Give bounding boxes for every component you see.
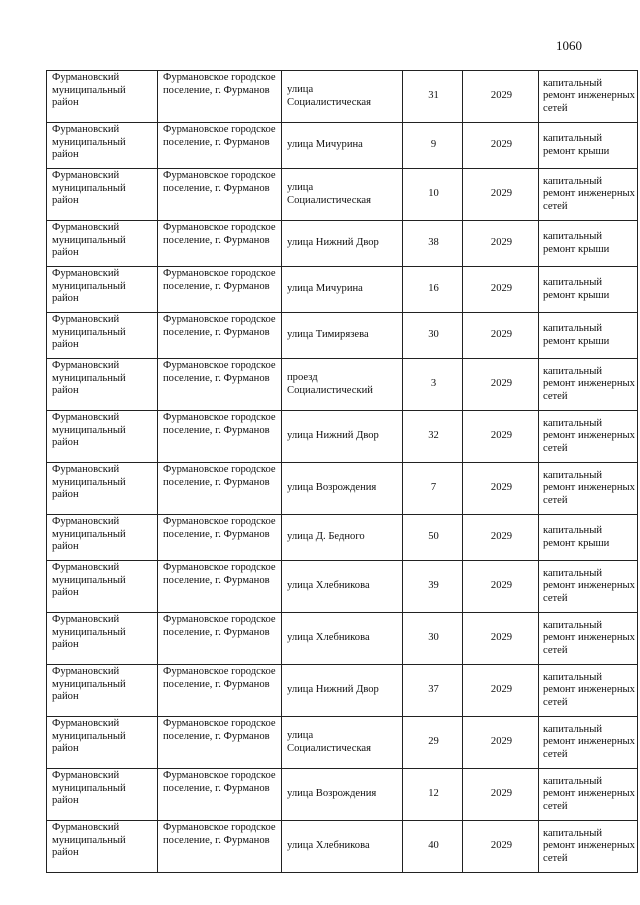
district-cell: Фурмановский муниципальный район (47, 717, 158, 769)
street-cell: улица Хлебникова (282, 561, 403, 613)
settlement-cell: Фурмановское городское поселение, г. Фурманов (158, 313, 282, 359)
street-cell: улица Социалистическая (282, 169, 403, 221)
street-cell: улица Хлебникова (282, 821, 403, 873)
house-number-cell: 3 (403, 359, 463, 411)
district-cell: Фурмановский муниципальный район (47, 821, 158, 873)
district-cell: Фурмановский муниципальный район (47, 463, 158, 515)
settlement-cell: Фурмановское городское поселение, г. Фурманов (158, 561, 282, 613)
house-number-cell: 10 (403, 169, 463, 221)
repair-schedule-table (46, 70, 638, 873)
district-cell: Фурмановский муниципальный район (47, 769, 158, 821)
house-number-cell: 39 (403, 561, 463, 613)
work-type-cell: капитальный ремонт крыши (539, 221, 638, 267)
street-cell: проезд Социалистический (282, 359, 403, 411)
table-row (47, 359, 638, 411)
street-cell: улица Хлебникова (282, 613, 403, 665)
year-cell: 2029 (463, 717, 539, 769)
street-cell: улица Возрождения (282, 463, 403, 515)
table-row (47, 313, 638, 359)
district-cell: Фурмановский муниципальный район (47, 123, 158, 169)
settlement-cell: Фурмановское городское поселение, г. Фурманов (158, 463, 282, 515)
street-cell: улица Возрождения (282, 769, 403, 821)
table-row (47, 221, 638, 267)
district-cell: Фурмановский муниципальный район (47, 515, 158, 561)
table-row (47, 169, 638, 221)
work-type-cell: капитальный ремонт крыши (539, 123, 638, 169)
year-cell: 2029 (463, 71, 539, 123)
table-row (47, 769, 638, 821)
house-number-cell: 31 (403, 71, 463, 123)
table-row (47, 561, 638, 613)
house-number-cell: 40 (403, 821, 463, 873)
year-cell: 2029 (463, 221, 539, 267)
year-cell: 2029 (463, 769, 539, 821)
settlement-cell: Фурмановское городское поселение, г. Фурманов (158, 411, 282, 463)
district-cell: Фурмановский муниципальный район (47, 71, 158, 123)
settlement-cell: Фурмановское городское поселение, г. Фурманов (158, 515, 282, 561)
table-row (47, 821, 638, 873)
settlement-cell: Фурмановское городское поселение, г. Фурманов (158, 769, 282, 821)
house-number-cell: 30 (403, 313, 463, 359)
year-cell: 2029 (463, 665, 539, 717)
year-cell: 2029 (463, 515, 539, 561)
table-row (47, 613, 638, 665)
district-cell: Фурмановский муниципальный район (47, 169, 158, 221)
district-cell: Фурмановский муниципальный район (47, 665, 158, 717)
work-type-cell: капитальный ремонт инженерных сетей (539, 71, 638, 123)
table-body (47, 71, 638, 873)
settlement-cell: Фурмановское городское поселение, г. Фурманов (158, 613, 282, 665)
work-type-cell: капитальный ремонт инженерных сетей (539, 169, 638, 221)
house-number-cell: 30 (403, 613, 463, 665)
table-row (47, 717, 638, 769)
work-type-cell: капитальный ремонт инженерных сетей (539, 821, 638, 873)
district-cell: Фурмановский муниципальный район (47, 411, 158, 463)
house-number-cell: 12 (403, 769, 463, 821)
settlement-cell: Фурмановское городское поселение, г. Фурманов (158, 717, 282, 769)
settlement-cell: Фурмановское городское поселение, г. Фурманов (158, 359, 282, 411)
settlement-cell: Фурмановское городское поселение, г. Фурманов (158, 221, 282, 267)
house-number-cell: 50 (403, 515, 463, 561)
street-cell: улица Социалистическая (282, 717, 403, 769)
house-number-cell: 37 (403, 665, 463, 717)
work-type-cell: капитальный ремонт инженерных сетей (539, 717, 638, 769)
work-type-cell: капитальный ремонт инженерных сетей (539, 561, 638, 613)
year-cell: 2029 (463, 359, 539, 411)
district-cell: Фурмановский муниципальный район (47, 561, 158, 613)
table-row (47, 71, 638, 123)
table-row (47, 123, 638, 169)
house-number-cell: 9 (403, 123, 463, 169)
table-row (47, 463, 638, 515)
house-number-cell: 38 (403, 221, 463, 267)
street-cell: улица Социалистическая (282, 71, 403, 123)
house-number-cell: 29 (403, 717, 463, 769)
district-cell: Фурмановский муниципальный район (47, 221, 158, 267)
year-cell: 2029 (463, 613, 539, 665)
year-cell: 2029 (463, 169, 539, 221)
settlement-cell: Фурмановское городское поселение, г. Фурманов (158, 123, 282, 169)
settlement-cell: Фурмановское городское поселение, г. Фурманов (158, 71, 282, 123)
table-row (47, 515, 638, 561)
district-cell: Фурмановский муниципальный район (47, 267, 158, 313)
settlement-cell: Фурмановское городское поселение, г. Фурманов (158, 267, 282, 313)
work-type-cell: капитальный ремонт крыши (539, 313, 638, 359)
work-type-cell: капитальный ремонт крыши (539, 515, 638, 561)
street-cell: улица Тимирязева (282, 313, 403, 359)
settlement-cell: Фурмановское городское поселение, г. Фурманов (158, 169, 282, 221)
house-number-cell: 7 (403, 463, 463, 515)
year-cell: 2029 (463, 313, 539, 359)
work-type-cell: капитальный ремонт инженерных сетей (539, 769, 638, 821)
street-cell: улица Мичурина (282, 267, 403, 313)
street-cell: улица Нижний Двор (282, 411, 403, 463)
district-cell: Фурмановский муниципальный район (47, 313, 158, 359)
year-cell: 2029 (463, 123, 539, 169)
district-cell: Фурмановский муниципальный район (47, 359, 158, 411)
settlement-cell: Фурмановское городское поселение, г. Фурманов (158, 821, 282, 873)
year-cell: 2029 (463, 411, 539, 463)
street-cell: улица Д. Бедного (282, 515, 403, 561)
year-cell: 2029 (463, 561, 539, 613)
street-cell: улица Нижний Двор (282, 221, 403, 267)
year-cell: 2029 (463, 267, 539, 313)
street-cell: улица Нижний Двор (282, 665, 403, 717)
year-cell: 2029 (463, 463, 539, 515)
work-type-cell: капитальный ремонт инженерных сетей (539, 463, 638, 515)
table-row (47, 411, 638, 463)
district-cell: Фурмановский муниципальный район (47, 613, 158, 665)
year-cell: 2029 (463, 821, 539, 873)
work-type-cell: капитальный ремонт инженерных сетей (539, 411, 638, 463)
work-type-cell: капитальный ремонт крыши (539, 267, 638, 313)
house-number-cell: 32 (403, 411, 463, 463)
page-number: 1060 (556, 38, 582, 53)
house-number-cell: 16 (403, 267, 463, 313)
street-cell: улица Мичурина (282, 123, 403, 169)
settlement-cell: Фурмановское городское поселение, г. Фурманов (158, 665, 282, 717)
work-type-cell: капитальный ремонт инженерных сетей (539, 665, 638, 717)
table-row (47, 267, 638, 313)
work-type-cell: капитальный ремонт инженерных сетей (539, 613, 638, 665)
table-row (47, 665, 638, 717)
work-type-cell: капитальный ремонт инженерных сетей (539, 359, 638, 411)
